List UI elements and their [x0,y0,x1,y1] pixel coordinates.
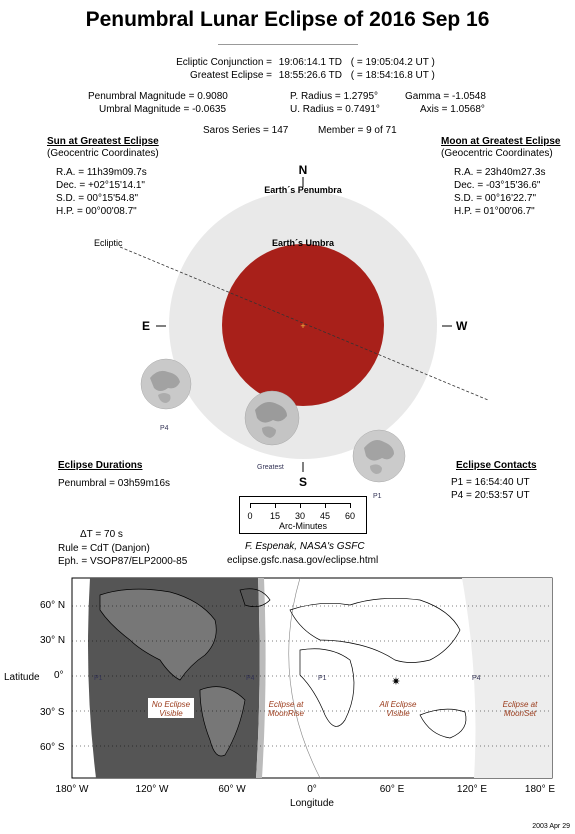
sun-sd: S.D. = 00°15'54.8" [56,193,139,204]
lat-tick-label: 30° N [40,635,66,646]
contact-p4: P4 = 20:53:57 UT [451,490,530,501]
no-eclipse-note-line: Visible [159,709,183,718]
sun-hp: H.P. = 00°00'08.7" [56,206,137,217]
map-p4-label: P4 [246,675,255,682]
sun-ra: R.A. = 11h39m09.7s [56,167,147,178]
moonrise-note-line: Eclipse at [268,700,304,709]
conjunction-ut: ( = 19:05:04.2 UT ) [350,57,435,68]
map-xlabel: Longitude [290,798,334,809]
penumbral-duration: Penumbral = 03h59m16s [58,478,171,489]
conjunction-value: 19:06:14.1 TD [278,57,342,68]
title-divider [218,44,358,45]
map-ylabel: Latitude [4,672,40,683]
scale-tick [325,503,326,508]
west-label: W [456,319,468,333]
rule: Rule = CdT (Danjon) [58,543,150,554]
map-p4-label: P4 [472,675,481,682]
lon-tick-label: 0° [307,784,317,795]
greatest-eclipse-ut: ( = 18:54:16.8 UT ) [350,70,435,81]
saros-series: Saros Series = 147 [203,125,289,136]
contacts-heading: Eclipse Contacts [456,460,537,471]
no-eclipse-note-line: No Eclipse [151,700,191,709]
moonrise-note-line: MoonRise [267,709,305,718]
lat-tick-label: 0° [54,670,64,681]
scale-tick-label: 0 [247,511,253,521]
lon-tick-label: 120° W [135,784,169,795]
moonset-note-line: Eclipse at [502,700,538,709]
greatest-eclipse-row [168,70,435,82]
moon-p4 [141,359,191,409]
moon-ra: R.A. = 23h40m27.3s [454,167,546,178]
umbra-label: Earth´s Umbra [271,238,335,248]
moon-hp: H.P. = 01°00'06.7" [454,206,535,217]
north-label: N [298,163,308,177]
lon-tick-label: 60° W [218,784,246,795]
penumbral-radius: P. Radius = 1.2795° [290,91,379,102]
scale-tick [250,503,251,508]
gamma: Gamma = -1.0548 [405,91,486,102]
conjunction-label: Ecliptic Conjunction = [176,57,272,68]
lon-tick-label: 180° E [524,784,556,795]
p1-moon-label: P1 [373,493,382,500]
lon-tick-label: 60° E [379,784,405,795]
axis: Axis = 1.0568° [420,104,485,115]
penumbra-label: Earth´s Penumbra [264,185,342,195]
sub-lunar-point-marker: ✷ [391,676,401,688]
footer-date: 2003 Apr 29 [532,823,570,830]
moon-heading: Moon at Greatest Eclipse [441,136,561,147]
ephemeris: Eph. = VSOP87/ELP2000-85 [58,556,188,567]
sun-heading: Sun at Greatest Eclipse [47,136,159,147]
p4-moon-label: P4 [160,425,169,432]
visibility-map [0,572,575,834]
umbral-radius: U. Radius = 0.7491° [290,104,380,115]
lat-tick-label: 60° N [40,600,66,611]
greatest-eclipse-value: 18:55:26.6 TD [278,70,342,81]
scale-tick [350,503,351,508]
scale-tick [300,503,301,508]
greatest-eclipse-label: Greatest Eclipse = [190,70,272,81]
page-title: Penumbral Lunar Eclipse of 2016 Sep 16 [85,8,490,31]
east-label: E [142,319,151,333]
source-url: eclipse.gsfc.nasa.gov/eclipse.html [227,555,379,566]
umbral-magnitude: Umbral Magnitude = -0.0635 [99,104,227,115]
durations-heading: Eclipse Durations [58,460,143,471]
conjunction-row [168,57,435,69]
moonset-note-line: MoonSet [503,709,537,718]
moon-dec: Dec. = -03°15'36.6" [454,180,541,191]
map-p1-label: P1 [94,675,103,682]
moon-subheading: (Geocentric Coordinates) [441,148,553,159]
moon-p1 [353,430,405,482]
arc-minute-scale [239,496,367,534]
south-label: S [298,475,308,489]
shadow-center-marker: + [300,321,306,331]
all-visible-note-line: Visible [386,709,410,718]
sun-dec: Dec. = +02°15'14.1" [56,180,145,191]
all-visible-note-line: All Eclipse [379,700,417,709]
scale-tick-label: 30 [294,511,305,521]
credit: F. Espenak, NASA's GSFC [245,541,365,552]
ecliptic-label: Ecliptic [94,238,123,248]
saros-member: Member = 9 of 71 [318,125,397,136]
moon-greatest [245,391,299,445]
lat-tick-label: 60° S [40,742,65,753]
greatest-label: Greatest [257,464,284,471]
scale-tick-label: 15 [269,511,280,521]
lat-tick-label: 30° S [40,707,65,718]
penumbral-magnitude: Penumbral Magnitude = 0.9080 [88,91,228,102]
map-p1-label: P1 [318,675,327,682]
sun-subheading: (Geocentric Coordinates) [47,148,159,159]
contact-p1: P1 = 16:54:40 UT [451,477,530,488]
scale-label: Arc-Minutes [278,521,327,531]
lon-tick-label: 180° W [55,784,89,795]
scale-tick [275,503,276,508]
moon-sd: S.D. = 00°16'22.7" [454,193,537,204]
scale-tick-label: 45 [319,511,330,521]
scale-tick-label: 60 [344,511,355,521]
lon-tick-label: 120° E [456,784,488,795]
delta-t: ΔT = 70 s [80,529,123,540]
